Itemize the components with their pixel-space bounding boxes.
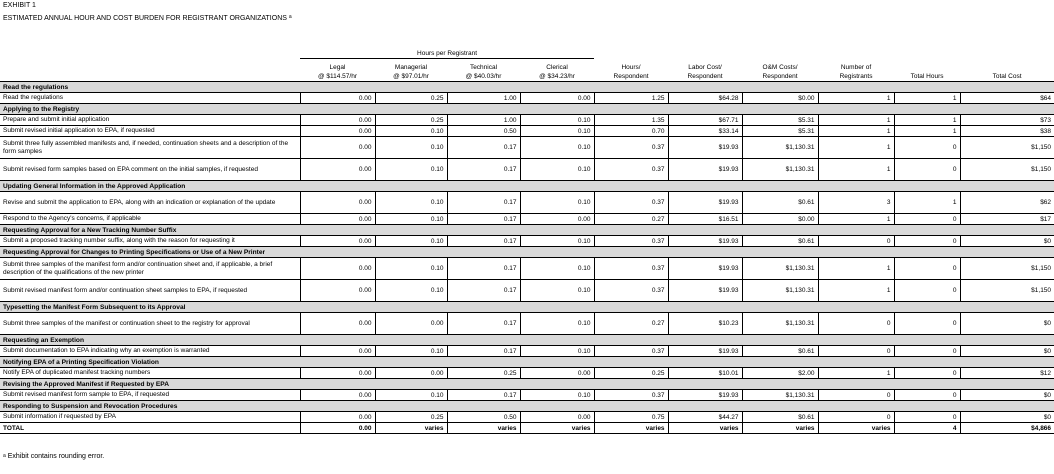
value-cell: $73	[960, 115, 1054, 126]
column-header-line1: Number of	[840, 64, 872, 71]
value-cell: 0	[894, 280, 960, 302]
section-title: Responding to Suspension and Revocation Procedures	[0, 401, 1054, 412]
activity-cell: Read the regulations	[0, 93, 300, 104]
value-cell: $19.93	[668, 159, 742, 181]
value-cell: 0.10	[375, 137, 447, 159]
column-header-line2: Respondent	[687, 73, 723, 80]
value-cell: 0	[894, 390, 960, 401]
value-cell: $0	[960, 346, 1054, 357]
section-header-row	[0, 401, 1054, 412]
value-cell: 1	[818, 214, 894, 225]
column-header-line2: Registrants	[839, 73, 873, 80]
footnote	[3, 453, 104, 460]
total-value-cell: varies	[668, 423, 742, 434]
value-cell: 0	[894, 159, 960, 181]
value-cell: $1,130.31	[742, 390, 818, 401]
value-cell: 0.10	[520, 390, 594, 401]
value-cell: 1	[818, 137, 894, 159]
value-cell: 0.17	[447, 137, 520, 159]
value-cell: 0.37	[594, 346, 668, 357]
section-header-row	[0, 104, 1054, 115]
activity-cell: Submit documentation to EPA indicating why an exemption is warranted	[0, 346, 300, 357]
value-cell: 0.00	[300, 126, 375, 137]
value-cell: $0.61	[742, 192, 818, 214]
value-cell: 1	[818, 115, 894, 126]
column-header-line2: Total Cost	[992, 73, 1022, 80]
value-cell: 0.17	[447, 346, 520, 357]
total-value-cell: varies	[594, 423, 668, 434]
activity-cell: Submit revised initial application to EPA, if requested	[0, 126, 300, 137]
section-header-row	[0, 247, 1054, 258]
value-cell: 0	[894, 412, 960, 423]
column-header-line2: @ $40.03/hr	[465, 73, 502, 80]
value-cell: $1,150	[960, 258, 1054, 280]
table-row	[0, 126, 1054, 137]
value-cell: 0.10	[375, 159, 447, 181]
value-cell: $38	[960, 126, 1054, 137]
column-header-line2: @ $97.01/hr	[393, 73, 429, 80]
value-cell: 0.17	[447, 214, 520, 225]
value-cell: $19.93	[668, 236, 742, 247]
table-row	[0, 313, 1054, 335]
section-header-row	[0, 225, 1054, 236]
value-cell: $10.23	[668, 313, 742, 335]
value-cell: $10.01	[668, 368, 742, 379]
value-cell: 1	[818, 258, 894, 280]
value-cell: $0.61	[742, 412, 818, 423]
value-cell: 0	[818, 412, 894, 423]
column-header-line1: Managerial	[394, 64, 428, 71]
table-row	[0, 280, 1054, 302]
value-cell: $0	[960, 412, 1054, 423]
value-cell: 0.37	[594, 390, 668, 401]
value-cell: 0.00	[300, 258, 375, 280]
value-cell: 1	[894, 115, 960, 126]
group-header-hours-per-registrant: Hours per Registrant	[300, 46, 594, 59]
activity-cell: Submit three samples of the manifest or continuation sheet to the registry for approval	[0, 313, 300, 335]
section-title: Typesetting the Manifest Form Subsequent to its Approval	[0, 302, 1054, 313]
value-cell: $17	[960, 214, 1054, 225]
total-value-cell: 0.00	[300, 423, 375, 434]
value-cell: 0	[818, 346, 894, 357]
value-cell: 0.17	[447, 390, 520, 401]
value-cell: 0.17	[447, 258, 520, 280]
column-header-line2: @ $114.57/hr	[317, 73, 357, 80]
value-cell: 1	[818, 280, 894, 302]
value-cell: 0.10	[375, 280, 447, 302]
table-row	[0, 368, 1054, 379]
section-header-row	[0, 335, 1054, 346]
value-cell: $5.31	[742, 115, 818, 126]
column-header	[960, 59, 1054, 82]
value-cell: 0.10	[375, 258, 447, 280]
value-cell: 0.00	[300, 368, 375, 379]
value-cell: 0.37	[594, 137, 668, 159]
value-cell: $1,150	[960, 137, 1054, 159]
footnote-mark: a	[3, 453, 6, 459]
value-cell: 0.00	[300, 280, 375, 302]
value-cell: 0	[818, 313, 894, 335]
column-header-line1: Hours/	[621, 64, 641, 71]
value-cell: $64	[960, 93, 1054, 104]
value-cell: $0	[960, 390, 1054, 401]
value-cell: 0.75	[594, 412, 668, 423]
value-cell: 0.00	[520, 412, 594, 423]
value-cell: 1.00	[447, 115, 520, 126]
column-header-line1: Clerical	[546, 64, 568, 71]
value-cell: $0.00	[742, 93, 818, 104]
footnote-text: Exhibit contains rounding error.	[7, 453, 105, 460]
table-row	[0, 346, 1054, 357]
activity-cell: Submit three fully assembled manifests and, if needed, continuation sheets and a description of the form samples	[0, 137, 300, 159]
value-cell: 0.10	[520, 258, 594, 280]
value-cell: 0.10	[520, 137, 594, 159]
value-cell: 0.70	[594, 126, 668, 137]
value-cell: $64.28	[668, 93, 742, 104]
value-cell: 0.27	[594, 214, 668, 225]
value-cell: 0.00	[300, 115, 375, 126]
table-row	[0, 258, 1054, 280]
value-cell: 0.25	[447, 368, 520, 379]
section-title: Updating General Information in the Approved Application	[0, 181, 1054, 192]
value-cell: 1	[894, 192, 960, 214]
activity-cell: Submit information if requested by EPA	[0, 412, 300, 423]
value-cell: 0	[894, 258, 960, 280]
total-value-cell: varies	[742, 423, 818, 434]
value-cell: 1	[894, 93, 960, 104]
section-header-row	[0, 379, 1054, 390]
value-cell: 0.37	[594, 159, 668, 181]
value-cell: 0.00	[300, 137, 375, 159]
value-cell: 0	[894, 214, 960, 225]
value-cell: 0.00	[300, 346, 375, 357]
value-cell: 0.00	[520, 93, 594, 104]
value-cell: 0.10	[520, 159, 594, 181]
value-cell: 0.10	[520, 115, 594, 126]
value-cell: 0.10	[520, 236, 594, 247]
value-cell: 0.27	[594, 313, 668, 335]
table-row	[0, 115, 1054, 126]
value-cell: $19.93	[668, 390, 742, 401]
value-cell: 0.10	[375, 346, 447, 357]
section-title: Notifying EPA of a Printing Specification Violation	[0, 357, 1054, 368]
value-cell: 1.25	[594, 93, 668, 104]
value-cell: 0	[894, 137, 960, 159]
value-cell: 0.00	[300, 93, 375, 104]
value-cell: 0.00	[300, 236, 375, 247]
value-cell: 0.37	[594, 236, 668, 247]
column-header-line1: Labor Cost/	[688, 64, 722, 71]
section-title: Requesting Approval for a New Tracking Number Suffix	[0, 225, 1054, 236]
activity-cell: Prepare and submit initial application	[0, 115, 300, 126]
value-cell: $44.27	[668, 412, 742, 423]
value-cell: 0.50	[447, 412, 520, 423]
value-cell: 0	[818, 390, 894, 401]
value-cell: 0.10	[375, 126, 447, 137]
value-cell: 1	[818, 126, 894, 137]
value-cell: $5.31	[742, 126, 818, 137]
value-cell: $0	[960, 236, 1054, 247]
header-item	[0, 59, 300, 82]
value-cell: $0.61	[742, 236, 818, 247]
column-header	[668, 59, 742, 82]
table-header	[0, 46, 1054, 82]
value-cell: 0	[894, 346, 960, 357]
value-cell: $67.71	[668, 115, 742, 126]
value-cell: 0.00	[300, 192, 375, 214]
value-cell: 1.35	[594, 115, 668, 126]
value-cell: 0.10	[520, 313, 594, 335]
column-header-line2: Total Hours	[910, 73, 944, 80]
column-header-line1: O&M Costs/	[762, 64, 798, 71]
value-cell: 0.37	[594, 258, 668, 280]
value-cell: 1	[818, 368, 894, 379]
total-row	[0, 423, 1054, 434]
column-header-line2: Respondent	[762, 73, 798, 80]
value-cell: $1,130.31	[742, 159, 818, 181]
table-row	[0, 412, 1054, 423]
table-row	[0, 214, 1054, 225]
section-title: Requesting an Exemption	[0, 335, 1054, 346]
value-cell: 1	[818, 159, 894, 181]
exhibit-title	[3, 15, 292, 22]
section-header-row	[0, 82, 1054, 93]
value-cell: 0.17	[447, 192, 520, 214]
value-cell: 0.00	[300, 313, 375, 335]
value-cell: 0	[818, 236, 894, 247]
value-cell: $12	[960, 368, 1054, 379]
column-header	[300, 59, 375, 82]
total-value-cell: $4,866	[960, 423, 1054, 434]
value-cell: 0.10	[375, 214, 447, 225]
burden-table	[0, 46, 1054, 434]
table-row	[0, 192, 1054, 214]
value-cell: 0.00	[375, 313, 447, 335]
table-body	[0, 82, 1054, 434]
section-title: Revising the Approved Manifest if Requested by EPA	[0, 379, 1054, 390]
value-cell: $19.93	[668, 137, 742, 159]
value-cell: 0	[894, 368, 960, 379]
value-cell: 1	[818, 93, 894, 104]
value-cell: $0.00	[742, 214, 818, 225]
value-cell: $19.93	[668, 258, 742, 280]
column-header	[520, 59, 594, 82]
value-cell: 0.00	[300, 214, 375, 225]
value-cell: $1,150	[960, 159, 1054, 181]
column-header	[375, 59, 447, 82]
title-text: ESTIMATED ANNUAL HOUR AND COST BURDEN FOR REGISTRANT ORGANIZATIONS	[3, 15, 287, 22]
activity-cell: Submit revised form samples based on EPA comment on the initial samples, if requested	[0, 159, 300, 181]
column-header	[447, 59, 520, 82]
value-cell: $0.61	[742, 346, 818, 357]
section-title: Read the regulations	[0, 82, 1054, 93]
value-cell: 0.17	[447, 159, 520, 181]
value-cell: 0.10	[375, 192, 447, 214]
value-cell: 0.00	[520, 368, 594, 379]
value-cell: 0.17	[447, 280, 520, 302]
column-header-line2: Respondent	[613, 73, 649, 80]
header-blank	[0, 46, 300, 59]
column-header	[818, 59, 894, 82]
title-note-mark: a	[288, 14, 292, 20]
section-title: Applying to the Registry	[0, 104, 1054, 115]
value-cell: 0.10	[520, 280, 594, 302]
value-cell: 0.00	[300, 159, 375, 181]
section-header-row	[0, 302, 1054, 313]
activity-cell: Submit revised manifest form sample to EPA, if requested	[0, 390, 300, 401]
value-cell: 0.25	[375, 93, 447, 104]
exhibit-label: EXHIBIT 1	[3, 2, 36, 9]
value-cell: 0.00	[520, 214, 594, 225]
value-cell: 0.37	[594, 280, 668, 302]
total-value-cell: varies	[818, 423, 894, 434]
table-row	[0, 93, 1054, 104]
value-cell: $19.93	[668, 280, 742, 302]
value-cell: 0.50	[447, 126, 520, 137]
value-cell: $1,130.31	[742, 313, 818, 335]
value-cell: $1,130.31	[742, 137, 818, 159]
table-row	[0, 137, 1054, 159]
section-header-row	[0, 357, 1054, 368]
value-cell: 0.37	[594, 192, 668, 214]
value-cell: $1,150	[960, 280, 1054, 302]
column-header	[742, 59, 818, 82]
activity-cell: Respond to the Agency's concerns, if applicable	[0, 214, 300, 225]
activity-cell: Revise and submit the application to EPA, along with an indication or explanation of the update	[0, 192, 300, 214]
table-row	[0, 390, 1054, 401]
total-value-cell: varies	[520, 423, 594, 434]
value-cell: 0.17	[447, 236, 520, 247]
value-cell: $62	[960, 192, 1054, 214]
activity-cell: Submit revised manifest form and/or continuation sheet samples to EPA, if requested	[0, 280, 300, 302]
total-label: TOTAL	[0, 423, 300, 434]
column-header-line2: @ $34.23/hr	[539, 73, 575, 80]
value-cell: $2.00	[742, 368, 818, 379]
value-cell: 0.00	[300, 390, 375, 401]
value-cell: 0.10	[520, 346, 594, 357]
section-title: Requesting Approval for Changes to Printing Specifications or Use of a New Printer	[0, 247, 1054, 258]
value-cell: 1.00	[447, 93, 520, 104]
column-header	[894, 59, 960, 82]
value-cell: 0.10	[520, 192, 594, 214]
activity-cell: Notify EPA of duplicated manifest tracking numbers	[0, 368, 300, 379]
value-cell: $33.14	[668, 126, 742, 137]
value-cell: 0.25	[375, 115, 447, 126]
value-cell: 0.10	[375, 236, 447, 247]
value-cell: $1,130.31	[742, 280, 818, 302]
value-cell: 0.10	[375, 390, 447, 401]
value-cell: 0.00	[300, 412, 375, 423]
total-value-cell: varies	[447, 423, 520, 434]
activity-cell: Submit three samples of the manifest form and/or continuation sheet and, if applicable, a brief description of the qualifications of the new printer	[0, 258, 300, 280]
total-value-cell: varies	[375, 423, 447, 434]
table-row	[0, 236, 1054, 247]
value-cell: 3	[818, 192, 894, 214]
value-cell: 0.17	[447, 313, 520, 335]
value-cell: $0	[960, 313, 1054, 335]
table-row	[0, 159, 1054, 181]
column-header-line1: Legal	[329, 64, 346, 71]
value-cell: $19.93	[668, 346, 742, 357]
value-cell: $19.93	[668, 192, 742, 214]
column-header	[594, 59, 668, 82]
value-cell: 0.25	[594, 368, 668, 379]
value-cell: $1,130.31	[742, 258, 818, 280]
value-cell: 0.00	[375, 368, 447, 379]
value-cell: $16.51	[668, 214, 742, 225]
section-header-row	[0, 181, 1054, 192]
activity-cell: Submit a proposed tracking number suffix, along with the reason for requesting it	[0, 236, 300, 247]
value-cell: 1	[894, 126, 960, 137]
value-cell: 0.10	[520, 126, 594, 137]
value-cell: 0	[894, 236, 960, 247]
total-value-cell: 4	[894, 423, 960, 434]
column-header-line1: Technical	[469, 64, 498, 71]
value-cell: 0	[894, 313, 960, 335]
header-blank	[594, 46, 1054, 59]
value-cell: 0.25	[375, 412, 447, 423]
